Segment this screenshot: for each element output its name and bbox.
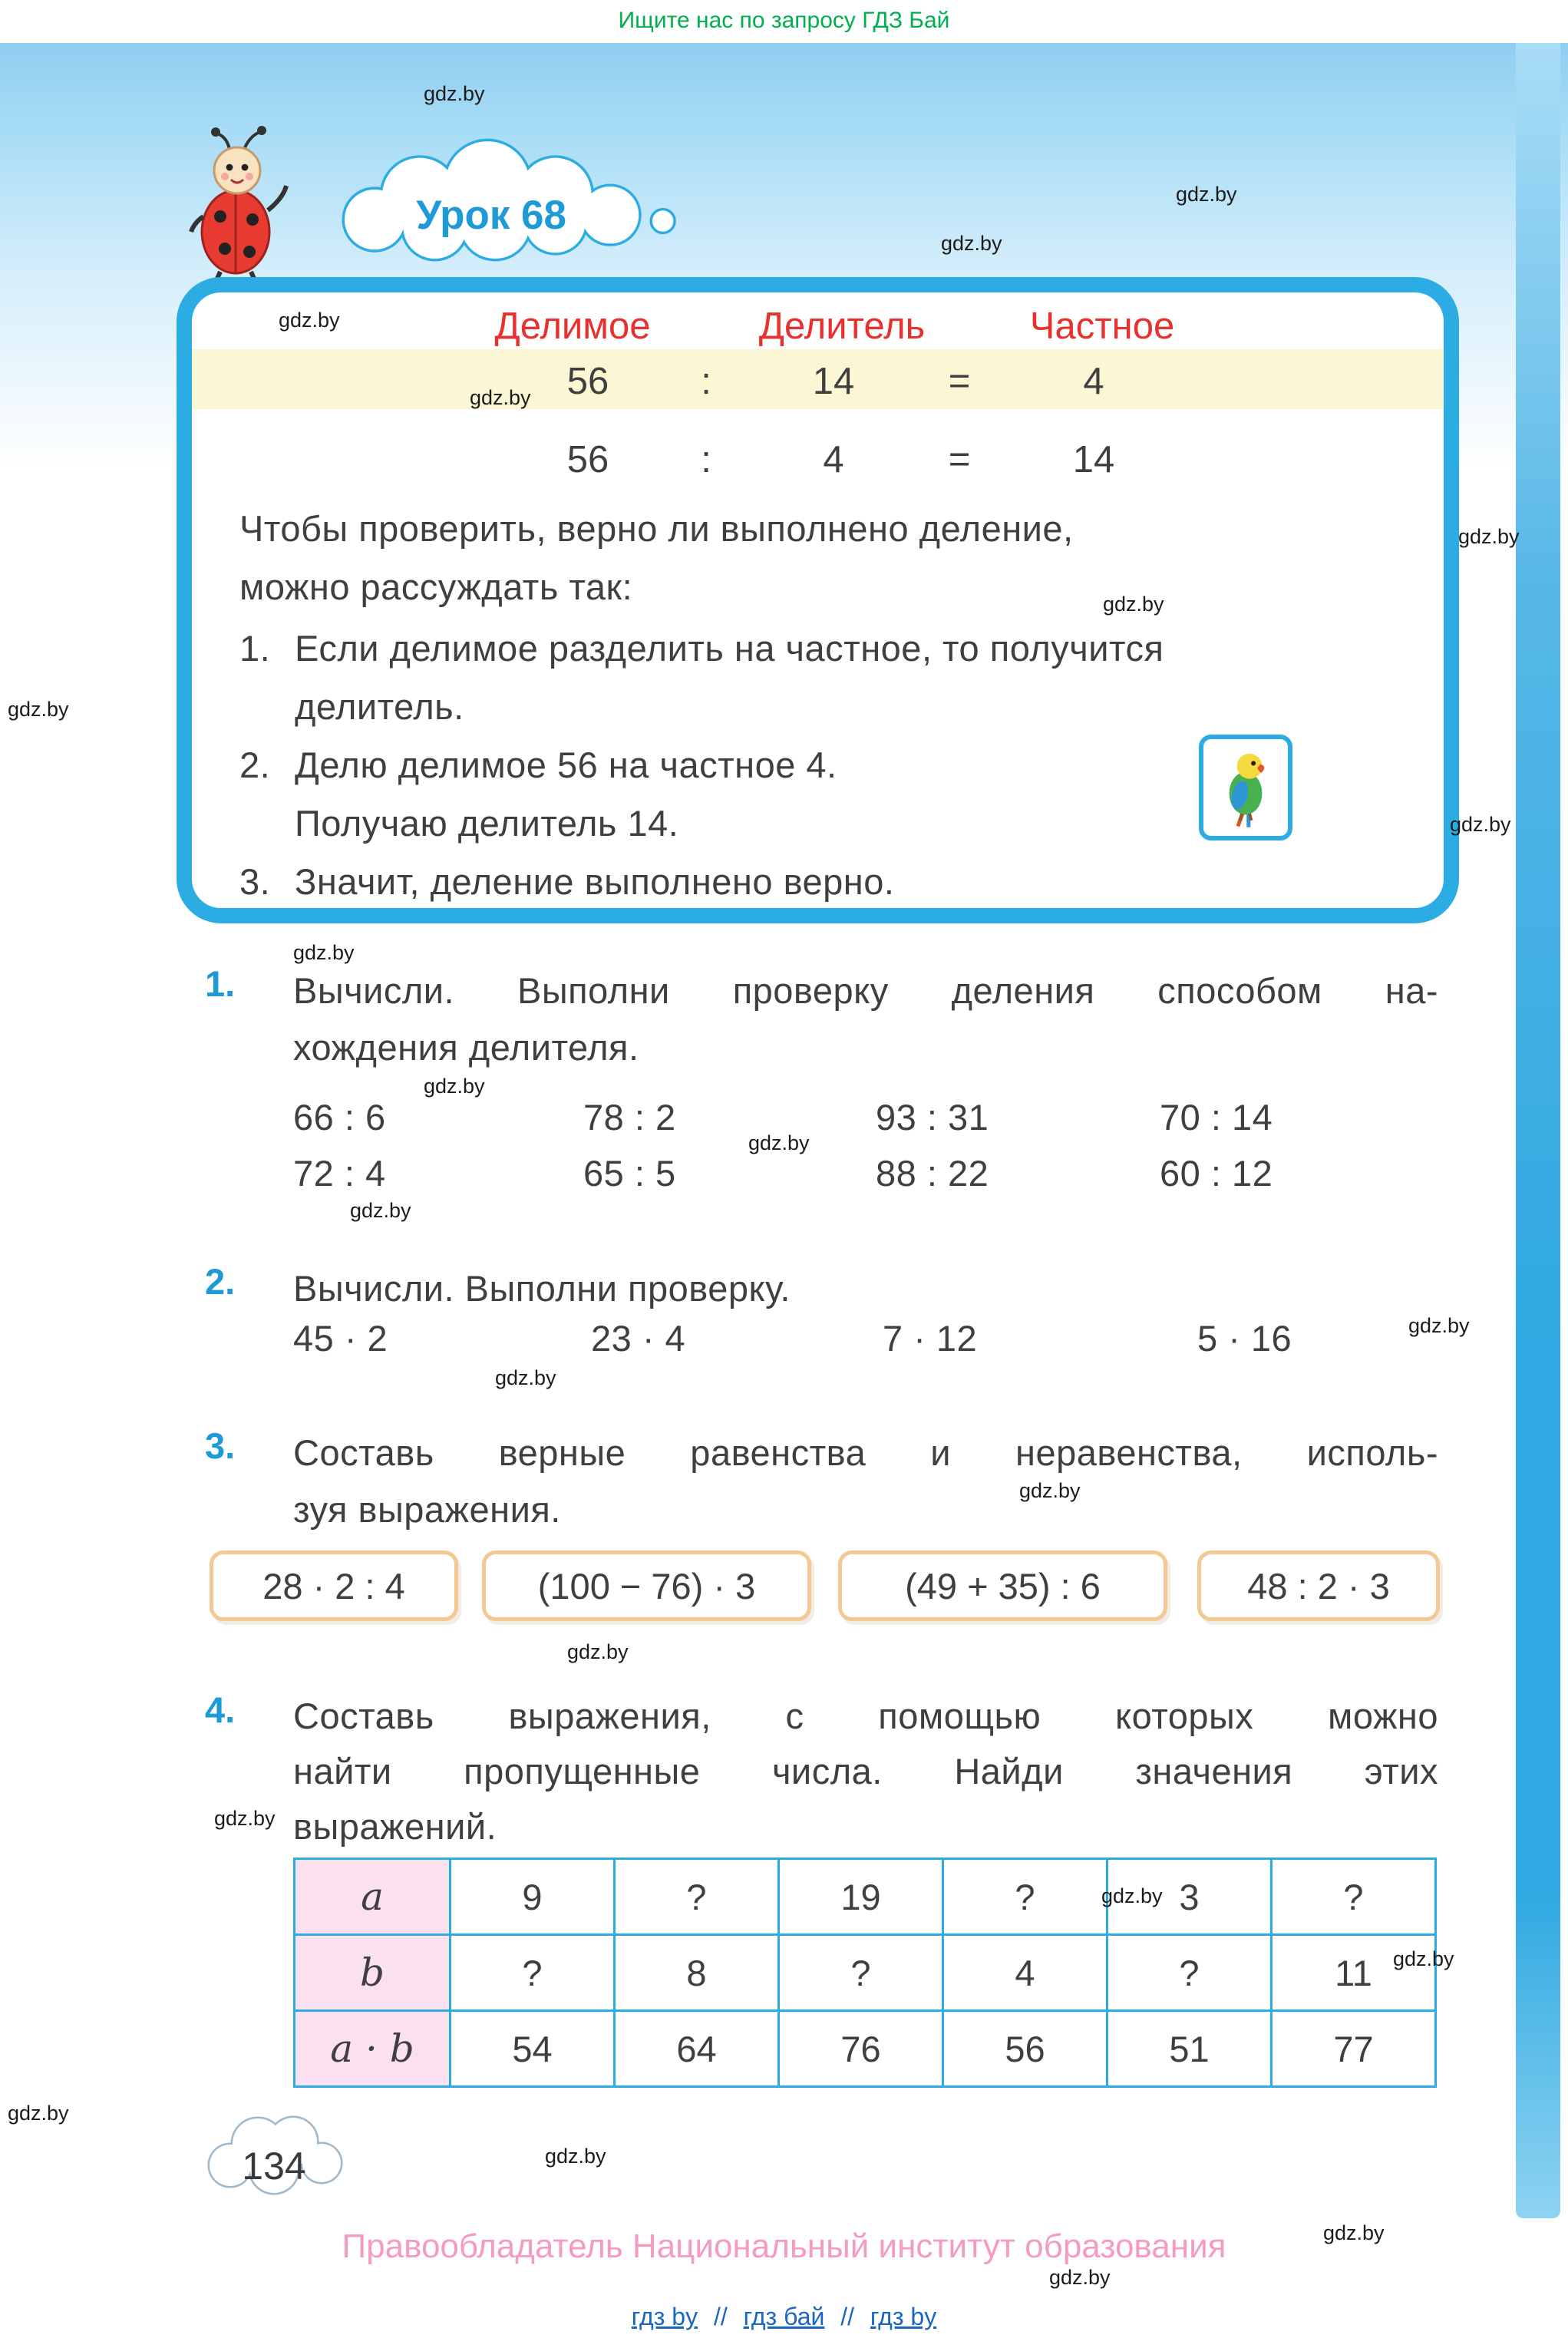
- gdz-watermark: gdz.by: [1049, 2266, 1111, 2289]
- gdz-watermark: gdz.by: [495, 1366, 556, 1389]
- exercise-line: выражений.: [293, 1806, 497, 1847]
- division-expression: 65 : 5: [583, 1153, 676, 1194]
- table-row: [295, 1859, 1436, 1935]
- division-expression: 70 : 14: [1160, 1097, 1273, 1138]
- gdz-watermark: gdz.by: [567, 1640, 629, 1663]
- intro-line: Чтобы проверить, верно ли выполнено деление,: [239, 508, 1074, 549]
- table-cell: 51: [1108, 2011, 1272, 2087]
- gdz-watermark: gdz.by: [1450, 813, 1511, 836]
- gdz-watermark: gdz.by: [1103, 593, 1164, 616]
- gdz-watermark: gdz.by: [941, 232, 1002, 255]
- term-quotient: Частное: [1029, 305, 1175, 347]
- step-line: делитель.: [295, 686, 464, 727]
- expression-card: (49 + 35) : 6: [838, 1550, 1167, 1621]
- exercise-1-text: [293, 963, 1438, 1076]
- top-banner-text: Ищите нас по запросу ГДЗ Бай: [618, 8, 950, 33]
- gdz-watermark: gdz.by: [1458, 525, 1520, 548]
- expression-card: 28 · 2 : 4: [210, 1550, 458, 1621]
- rule-step: [239, 619, 1391, 736]
- division-expression: 66 : 6: [293, 1097, 386, 1138]
- footer-link-3[interactable]: гдз by: [870, 2303, 937, 2330]
- table-cell: 64: [615, 2011, 779, 2087]
- table-cell: ?: [451, 1935, 615, 2011]
- exercise-line: Вычисли. Выполни проверку деления способом на-: [293, 970, 1438, 1011]
- eq2-token: 14: [1072, 439, 1115, 480]
- footer-link-2[interactable]: гдз бай: [743, 2303, 825, 2330]
- gdz-watermark: gdz.by: [293, 941, 355, 964]
- gdz-watermark: gdz.by: [8, 698, 69, 721]
- lesson-badge-cloud: [303, 137, 687, 269]
- table-cell: ?: [943, 1859, 1108, 1935]
- multiplication-expression: 23 · 4: [591, 1318, 686, 1359]
- step-number: 1.: [239, 628, 271, 669]
- expression-card: 48 : 2 · 3: [1197, 1550, 1440, 1621]
- gdz-watermark: gdz.by: [1176, 183, 1237, 206]
- eq1-token: 56: [566, 361, 609, 402]
- division-expression: 78 : 2: [583, 1097, 676, 1138]
- page-number: 134: [242, 2145, 306, 2188]
- exercise-line: хождения делителя.: [293, 1027, 639, 1068]
- eq1-token: 4: [1083, 361, 1104, 402]
- exercise-2-items: [293, 1317, 1292, 1373]
- eq1-token: :: [701, 361, 711, 402]
- table-cell: ?: [779, 1935, 943, 2011]
- exercise-line: найти пропущенные числа. Найди значения этих: [293, 1751, 1438, 1791]
- parrot-card: [1199, 735, 1292, 840]
- table-cell: 4: [943, 1935, 1108, 2011]
- multiplication-expression: 7 · 12: [883, 1318, 978, 1359]
- gdz-watermark: gdz.by: [1019, 1479, 1081, 1502]
- link-separator: //: [840, 2303, 855, 2330]
- page-number-cloud: [193, 2100, 355, 2200]
- step-line: Получаю делитель 14.: [295, 803, 679, 844]
- rule-step: [239, 853, 1391, 911]
- right-accent-bar: [1516, 43, 1560, 2218]
- gdz-watermark: gdz.by: [214, 1807, 276, 1830]
- multiplication-expression: 45 · 2: [293, 1318, 388, 1359]
- exercise-line: зуя выражения.: [293, 1489, 561, 1530]
- table-row: [295, 2011, 1436, 2087]
- rule-box: [177, 277, 1459, 923]
- lesson-title: Урок 68: [416, 192, 566, 238]
- expression-card: (100 − 76) · 3: [482, 1550, 811, 1621]
- exercise-2-text: [293, 1260, 1438, 1317]
- exercise-3-number: 3.: [205, 1425, 236, 1466]
- row-label: b: [295, 1935, 451, 2011]
- intro-line: можно рассуждать так:: [239, 566, 633, 607]
- step-number: 3.: [239, 861, 271, 902]
- footer-link-1[interactable]: гдз by: [631, 2303, 698, 2330]
- table-cell: ?: [615, 1859, 779, 1935]
- gdz-watermark: gdz.by: [748, 1131, 810, 1154]
- exercise-line: Составь верные равенства и неравенства, исполь-: [293, 1432, 1438, 1473]
- step-line: Значит, деление выполнено верно.: [295, 861, 895, 902]
- gdz-watermark: gdz.by: [470, 386, 531, 409]
- exercise-3-text: [293, 1425, 1438, 1538]
- division-expression: 93 : 31: [876, 1097, 989, 1138]
- gdz-watermark: gdz.by: [1393, 1947, 1454, 1970]
- ex4-table-body: [295, 1859, 1436, 2087]
- exercise-1-number: 1.: [205, 963, 236, 1004]
- row-label: a: [295, 1859, 451, 1935]
- gdz-watermark: gdz.by: [279, 309, 340, 332]
- multiplication-expression: 5 · 16: [1197, 1318, 1292, 1359]
- gdz-watermark: gdz.by: [350, 1199, 411, 1222]
- eq2-token: 56: [566, 439, 609, 480]
- exercise-4-text: [293, 1689, 1438, 1854]
- link-separator: //: [713, 2303, 728, 2330]
- eq1-token: =: [948, 361, 971, 402]
- division-expression: 88 : 22: [876, 1153, 989, 1194]
- gdz-watermark: gdz.by: [1323, 2221, 1385, 2244]
- gdz-watermark: gdz.by: [424, 82, 485, 105]
- table-cell: ?: [1108, 1935, 1272, 2011]
- step-line: Если делимое разделить на частное, то получится: [295, 628, 1164, 669]
- table-cell: 76: [779, 2011, 943, 2087]
- table-cell: 77: [1272, 2011, 1436, 2087]
- exercise-2-number: 2.: [205, 1261, 236, 1302]
- step-number: 2.: [239, 745, 271, 785]
- table-cell: 9: [451, 1859, 615, 1935]
- gdz-watermark: gdz.by: [1101, 1884, 1163, 1907]
- ladybug-mascot-icon: [187, 124, 294, 290]
- parrot-icon: [1216, 747, 1275, 828]
- gdz-watermark: gdz.by: [8, 2102, 69, 2125]
- eq2-token: :: [701, 439, 711, 480]
- table-cell: 11: [1272, 1935, 1436, 2011]
- eq2-token: 4: [823, 439, 844, 480]
- term-divisor: Делитель: [758, 305, 926, 347]
- table-cell: 54: [451, 2011, 615, 2087]
- table-row: [295, 1935, 1436, 2011]
- rule-text: [239, 500, 1391, 911]
- exercise-line: Вычисли. Выполни проверку.: [293, 1268, 791, 1309]
- gdz-watermark: gdz.by: [1408, 1314, 1470, 1337]
- table-cell: 3: [1108, 1859, 1272, 1935]
- exercise-4-number: 4.: [205, 1689, 236, 1730]
- exercise-line: Составь выражения, с помощью которых можно: [293, 1696, 1438, 1736]
- table-cell: 56: [943, 2011, 1108, 2087]
- eq1-token: 14: [812, 361, 855, 402]
- table-cell: ?: [1272, 1859, 1436, 1935]
- copyright-line: Правообладатель Национальный институт образования: [342, 2227, 1226, 2265]
- term-dividend: Делимое: [494, 305, 651, 347]
- footer-links: [0, 2303, 1568, 2331]
- table-cell: 19: [779, 1859, 943, 1935]
- step-line: Делю делимое 56 на частное 4.: [295, 745, 837, 785]
- row-label: a · b: [295, 2011, 451, 2087]
- table-cell: 8: [615, 1935, 779, 2011]
- eq2-token: =: [948, 439, 971, 480]
- gdz-watermark: gdz.by: [424, 1075, 485, 1098]
- division-expression: 60 : 12: [1160, 1153, 1273, 1194]
- ex4-table: [293, 1858, 1437, 2088]
- gdz-watermark: gdz.by: [545, 2145, 606, 2168]
- division-expression: 72 : 4: [293, 1153, 386, 1194]
